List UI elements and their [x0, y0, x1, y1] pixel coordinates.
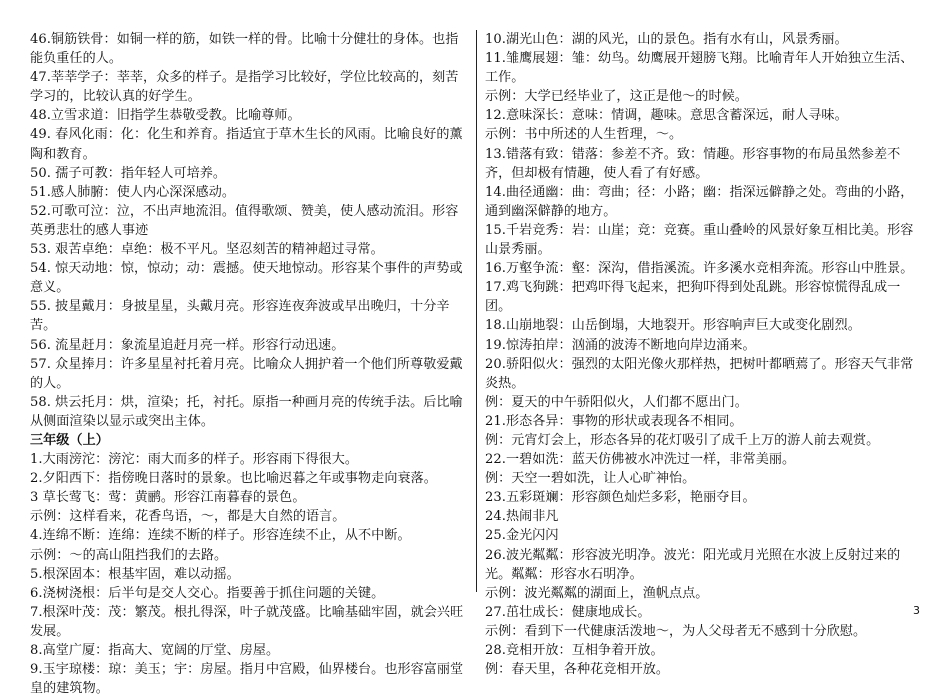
- idiom-entry: 示例：大学已经毕业了，这正是他～的时候。: [485, 89, 748, 105]
- idiom-entry: 50. 孺子可教：指年轻人可培养。: [30, 165, 227, 181]
- idiom-entry: 46.铜筋铁骨：如铜一样的筋，如铁一样的骨。比喻十分健壮的身体。也指能负重任的人。: [30, 32, 459, 67]
- idiom-entry: 8.高堂广厦：指高大、宽阔的厅堂、房屋。: [30, 643, 280, 658]
- idiom-entry: 18.山崩地裂：山岳倒塌，大地裂开。形容响声巨大或变化剧烈。: [485, 318, 861, 334]
- idiom-entry: 58. 烘云托月：烘，渲染；托，衬托。原指一种画月亮的传统手法。后比喻从侧面渲染以显示或突出主体。: [30, 394, 463, 429]
- idiom-entry: 示例：书中所述的人生哲理，～。: [485, 127, 683, 143]
- idiom-entry: 28.竞相开放：互相争着开放。: [485, 643, 664, 658]
- idiom-entry: 1.大雨滂沱：滂沱：雨大而多的样子。形容雨下得很大。: [30, 452, 359, 468]
- idiom-entry: 49. 春风化雨：化：化生和养育。指适宜于草木生长的风雨。比喻良好的薰陶和教育。: [30, 127, 463, 162]
- idiom-entry: 9.玉宇琼楼：琼：美玉；宇：房屋。指月中宫殿，仙界楼台。也形容富丽堂皇的建筑物。: [30, 662, 464, 697]
- idiom-entry: 17.鸡飞狗跳：把鸡吓得飞起来，把狗吓得到处乱跳。形容惊慌得乱成一团。: [485, 280, 901, 315]
- idiom-entry: 11.雏鹰展翅：雏：幼鸟。幼鹰展开翅膀飞翔。比喻青年人开始独立生活、工作。: [485, 51, 914, 86]
- idiom-entry: 5.根深固本：根基牢固，难以动摇。: [30, 566, 240, 582]
- idiom-entry: 20.骄阳似火：强烈的太阳光像火那样热，把树叶都晒蔫了。形容天气非常炎热。: [485, 356, 914, 391]
- idiom-entry: 示例：这样看来，花香鸟语，～，都是大自然的语言。: [30, 509, 346, 525]
- idiom-entry: 55. 披星戴月：身披星星，头戴月亮。形容连夜奔波或早出晚归，十分辛苦。: [30, 299, 450, 334]
- idiom-entry: 例：夏天的中午骄阳似火，人们都不愿出门。: [485, 394, 748, 410]
- idiom-entry: 21.形态各异：事物的形状或表现各不相同。: [485, 413, 743, 429]
- idiom-entry: 12.意味深长：意味：情调，趣味。意思含蓄深远，耐人寻味。: [485, 108, 848, 124]
- page-number: 3: [913, 604, 920, 617]
- right-column: [485, 30, 925, 679]
- idiom-entry: 19.惊涛拍岸：汹涌的波涛不断地向岸边涌来。: [485, 337, 756, 353]
- idiom-entry: 例：元宵灯会上，形态各异的花灯吸引了成千上万的游人前去观赏。: [485, 432, 880, 448]
- left-column: [30, 30, 470, 698]
- idiom-entry: 48.立雪求道：旧指学生恭敬受教。比喻尊师。: [30, 108, 301, 124]
- idiom-entry: 47.莘莘学子：莘莘，众多的样子。是指学习比较好，学位比较高的，刻苦学习的，比较认真的好学生。: [30, 70, 459, 105]
- idiom-entry: 53. 艰苦卓绝：卓绝：极不平凡。坚忍刻苦的精神超过寻常。: [30, 242, 384, 258]
- idiom-entry: 4.连绵不断：连绵：连续不断的样子。形容连续不止，从不中断。: [30, 528, 411, 544]
- idiom-entry: 23.五彩斑斓：形容颜色灿烂多彩，艳丽夺目。: [485, 490, 756, 506]
- idiom-entry: 25.金光闪闪: [485, 528, 559, 544]
- idiom-entry: 54. 惊天动地：惊，惊动；动：震撼。使天地惊动。形容某个事件的声势或意义。: [30, 261, 463, 296]
- idiom-entry: 7.根深叶茂：茂：繁茂。根扎得深，叶子就茂盛。比喻基础牢固，就会兴旺发展。: [30, 604, 464, 639]
- idiom-entry: 例：天空一碧如洗，让人心旷神怡。: [485, 471, 696, 487]
- idiom-entry: 51.感人肺腑：使人内心深深感动。: [30, 184, 235, 200]
- idiom-entry: 例：春天里，各种花竞相开放。: [485, 662, 670, 678]
- idiom-entry: 3 草长莺飞：莺：黄鹂。形容江南暮春的景色。: [30, 490, 306, 506]
- idiom-entry: 52.可歌可泣：泣，不出声地流泪。值得歌颂、赞美，使人感动流泪。形容英勇悲壮的感人事迹: [30, 203, 459, 238]
- idiom-entry: 2.夕阳西下：指傍晚日落时的景象。也比喻迟暮之年或事物走向衰落。: [30, 471, 437, 487]
- idiom-entry: 27.茁壮成长：健康地成长。: [485, 604, 651, 620]
- idiom-entry: 22.一碧如洗：蓝天仿佛被水冲洗过一样，非常美丽。: [485, 452, 796, 468]
- idiom-entry: 6.浇树浇根：后半句是交人交心。指要善于抓住问题的关键。: [30, 585, 385, 601]
- idiom-entry: 13.错落有致：错落：参差不齐。致：情趣。形容事物的布局虽然参差不齐，但却极有情趣，使人看了有好感。: [485, 146, 901, 181]
- idiom-entry: 26.波光粼粼：形容波光明净。波光：阳光或月光照在水波上反射过来的光。粼粼：形容水石明净。: [485, 547, 901, 582]
- idiom-entry: 57. 众星捧月：许多星星衬托着月亮。比喻众人拥护着一个他们所尊敬爱戴的人。: [30, 356, 463, 391]
- section-heading: 三年级（上）: [30, 432, 109, 448]
- idiom-entry: 15.千岩竞秀：岩：山崖；竞：竞赛。重山叠岭的风景好象互相比美。形容山景秀丽。: [485, 222, 914, 258]
- idiom-entry: 16.万壑争流：壑：深沟，借指溪流。许多溪水竞相奔流。形容山中胜景。: [485, 261, 914, 277]
- idiom-entry: 示例：看到下一代健康活泼地～，为人父母者无不感到十分欣慰。: [485, 623, 867, 639]
- idiom-entry: 10.湖光山色：湖的风光，山的景色。指有水有山，风景秀丽。: [485, 32, 848, 47]
- idiom-entry: 56. 流星赶月：象流星追赶月亮一样。形容行动迅速。: [30, 337, 345, 353]
- idiom-entry: 示例：～的高山阻挡我们的去路。: [30, 547, 228, 563]
- idiom-entry: 24.热闹非凡: [485, 509, 559, 525]
- idiom-entry: 示例：波光粼粼的湖面上，渔帆点点。: [485, 585, 709, 601]
- column-divider: [476, 30, 477, 592]
- idiom-entry: 14.曲径通幽：曲：弯曲；径：小路；幽：指深远僻静之处。弯曲的小路，通到幽深僻静的地方。: [485, 184, 914, 219]
